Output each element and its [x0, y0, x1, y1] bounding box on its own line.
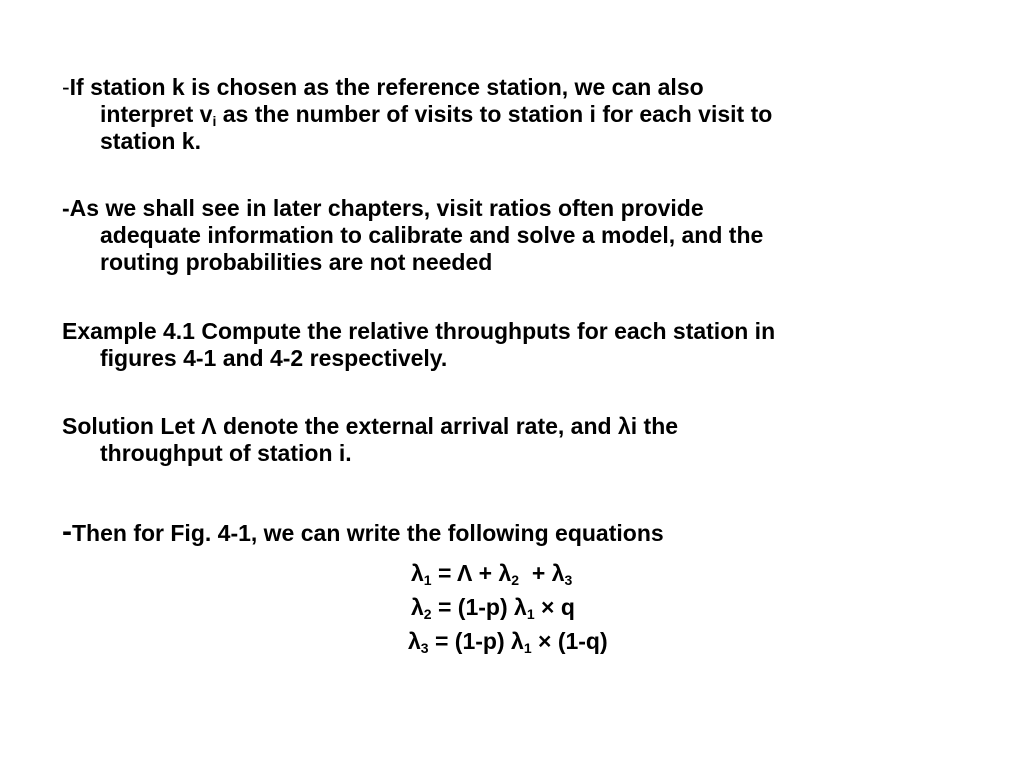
- equation-text: [408, 626, 608, 656]
- equation-part: = (1-p) λ: [428, 628, 524, 654]
- paragraph-line: adequate information to calibrate and solve a model, and the: [100, 222, 764, 248]
- text: as the number of visits to station i for each visit to: [216, 101, 773, 127]
- bullet-dash: -: [62, 74, 70, 100]
- equation-text: [411, 592, 575, 622]
- paragraph-line: [62, 101, 962, 128]
- subscript: 2: [511, 572, 520, 588]
- subscript: 3: [420, 640, 429, 656]
- lambda-symbol: λ: [411, 594, 424, 620]
- paragraph-equations-intro: [62, 515, 962, 548]
- paragraph-reference-station: [62, 74, 962, 155]
- equation-text: [411, 558, 572, 588]
- paragraph-line: [62, 515, 962, 548]
- equation-part: × (1-q): [531, 628, 608, 654]
- subscript: 2: [423, 606, 432, 622]
- lambda-symbol: λ: [408, 628, 421, 654]
- equation-part: = Λ + λ: [431, 560, 512, 586]
- paragraph-example: [62, 318, 962, 372]
- paragraph-line: [62, 128, 962, 155]
- text: If station k is chosen as the reference station, we can also: [69, 74, 704, 100]
- subscript: 1: [523, 640, 532, 656]
- paragraph-line: throughput of station i.: [100, 440, 352, 466]
- text: interpret v: [100, 101, 213, 127]
- subscript: 1: [423, 572, 432, 588]
- paragraph-line: figures 4-1 and 4-2 respectively.: [100, 345, 448, 371]
- equation-part: = (1-p) λ: [431, 594, 527, 620]
- subscript: 3: [564, 572, 573, 588]
- paragraph-line: -As we shall see in later chapters, visit ratios often provide: [62, 195, 704, 221]
- bullet-dash: -: [62, 515, 72, 548]
- equation-part: × q: [534, 594, 575, 620]
- lambda-symbol: λ: [411, 560, 424, 586]
- text: Then for Fig. 4-1, we can write the following equations: [72, 520, 664, 546]
- paragraph-line: Example 4.1 Compute the relative throughputs for each station in: [62, 318, 776, 344]
- paragraph-visit-ratios: [62, 195, 962, 276]
- subscript: 1: [526, 606, 535, 622]
- paragraph-line: routing probabilities are not needed: [100, 249, 493, 275]
- text: station k.: [100, 128, 201, 154]
- paragraph-line: Solution Let Λ denote the external arrival rate, and λi the: [62, 413, 679, 439]
- equation-part: + λ: [519, 560, 565, 586]
- subscript: i: [212, 113, 217, 129]
- paragraph-line: [62, 74, 962, 101]
- paragraph-solution: [62, 413, 962, 467]
